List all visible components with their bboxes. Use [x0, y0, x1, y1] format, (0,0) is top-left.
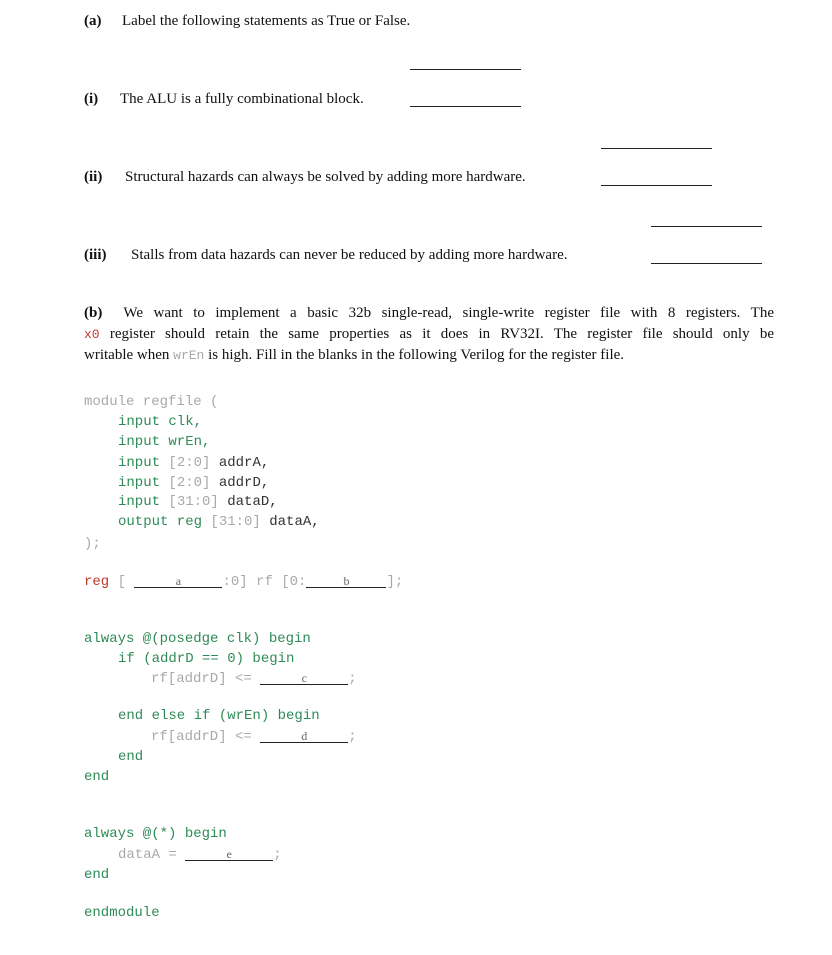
code-port-addra: [118, 455, 269, 471]
part-b-text-4: is high. Fill in the blanks in the following Verilog for the register file.: [208, 347, 625, 363]
code-end-always2: end: [84, 867, 110, 883]
answer-line-i[interactable]: [410, 106, 521, 107]
blank-e[interactable]: e: [185, 848, 273, 861]
code-assign-c: [151, 671, 357, 687]
statement-ii-text: Structural hazards can always be solved by adding more hardware.: [125, 169, 526, 185]
code-else-if-wren: end else if (wrEn) begin: [118, 708, 320, 724]
code-reg-end: ];: [386, 574, 404, 590]
code-port-addra-kw: input: [118, 455, 169, 471]
statement-iii-label: (iii): [84, 247, 107, 263]
code-port-wren: input wrEn,: [118, 434, 211, 450]
code-port-dataa-width: [31:0]: [210, 514, 261, 530]
blank-d[interactable]: d: [260, 730, 348, 743]
code-assign-e: [118, 847, 282, 863]
code-port-datad-name: dataD,: [218, 494, 278, 510]
answer-line-iii-top[interactable]: [651, 226, 762, 227]
code-reg-kw: reg: [84, 574, 110, 590]
answer-line-ii[interactable]: [601, 185, 712, 186]
code-port-addrd-name: addrD,: [210, 475, 270, 491]
code-assign-c-lhs: rf[addrD] <=: [151, 671, 252, 687]
code-assign-e-semi: ;: [273, 847, 282, 863]
code-end-inner: end: [118, 749, 144, 765]
part-b-text-3: writable when: [84, 347, 170, 363]
code-port-addra-name: addrA,: [210, 455, 270, 471]
code-port-datad-width: [31:0]: [168, 494, 219, 510]
blank-b[interactable]: b: [306, 575, 386, 588]
statement-i-label: (i): [84, 91, 99, 107]
code-reg-open: [: [117, 574, 127, 590]
code-port-addrd-width: [2:0]: [168, 475, 211, 491]
answer-line-ii-top[interactable]: [601, 148, 712, 149]
code-end-outer: end: [84, 769, 110, 785]
code-port-datad: [118, 494, 278, 510]
code-port-dataa: [118, 514, 320, 530]
code-always-star: always @(*) begin: [84, 826, 227, 842]
code-close-paren: );: [84, 536, 101, 552]
part-b-paragraph: [84, 303, 774, 366]
part-a-label: (a): [84, 13, 102, 29]
blank-a[interactable]: a: [134, 575, 222, 588]
code-port-clk: input clk,: [118, 414, 203, 430]
code-reg-line: [84, 574, 403, 590]
part-b-text-2: register should retain the same properties as it does in RV32I. The register file should only be: [109, 326, 774, 342]
part-b-code-x0: x0: [84, 327, 100, 342]
statement-i-text: The ALU is a fully combinational block.: [120, 91, 364, 107]
code-reg-mid: :0] rf [0:: [222, 574, 307, 590]
part-b-text-1: We want to implement a basic 32b single-read, single-write register file with 8 registers. The: [123, 305, 774, 321]
statement-ii-label: (ii): [84, 169, 103, 185]
statement-iii-text: Stalls from data hazards can never be reduced by adding more hardware.: [131, 247, 568, 263]
answer-line-iii[interactable]: [651, 263, 762, 264]
code-always-posedge: always @(posedge clk) begin: [84, 631, 311, 647]
code-assign-d-lhs: rf[addrD] <=: [151, 729, 252, 745]
code-assign-e-lhs: dataA =: [118, 847, 177, 863]
part-b-code-wren: wrEn: [173, 348, 205, 363]
code-assign-c-semi: ;: [348, 671, 357, 687]
part-a-instruction: Label the following statements as True or False.: [122, 13, 411, 29]
code-port-addrd: [118, 475, 269, 491]
answer-line-i-top[interactable]: [410, 69, 521, 70]
code-port-dataa-kw: output reg: [118, 514, 211, 530]
code-port-dataa-name: dataA,: [260, 514, 320, 530]
code-assign-d: [151, 729, 357, 745]
code-module-line: module regfile (: [84, 394, 219, 410]
code-port-datad-kw: input: [118, 494, 169, 510]
code-if-addrd: if (addrD == 0) begin: [118, 651, 295, 667]
code-port-addra-width: [2:0]: [168, 455, 211, 471]
part-b-label: (b): [84, 305, 103, 321]
code-assign-d-semi: ;: [348, 729, 357, 745]
blank-c[interactable]: c: [260, 672, 348, 685]
code-port-addrd-kw: input: [118, 475, 169, 491]
code-endmodule: endmodule: [84, 905, 160, 921]
